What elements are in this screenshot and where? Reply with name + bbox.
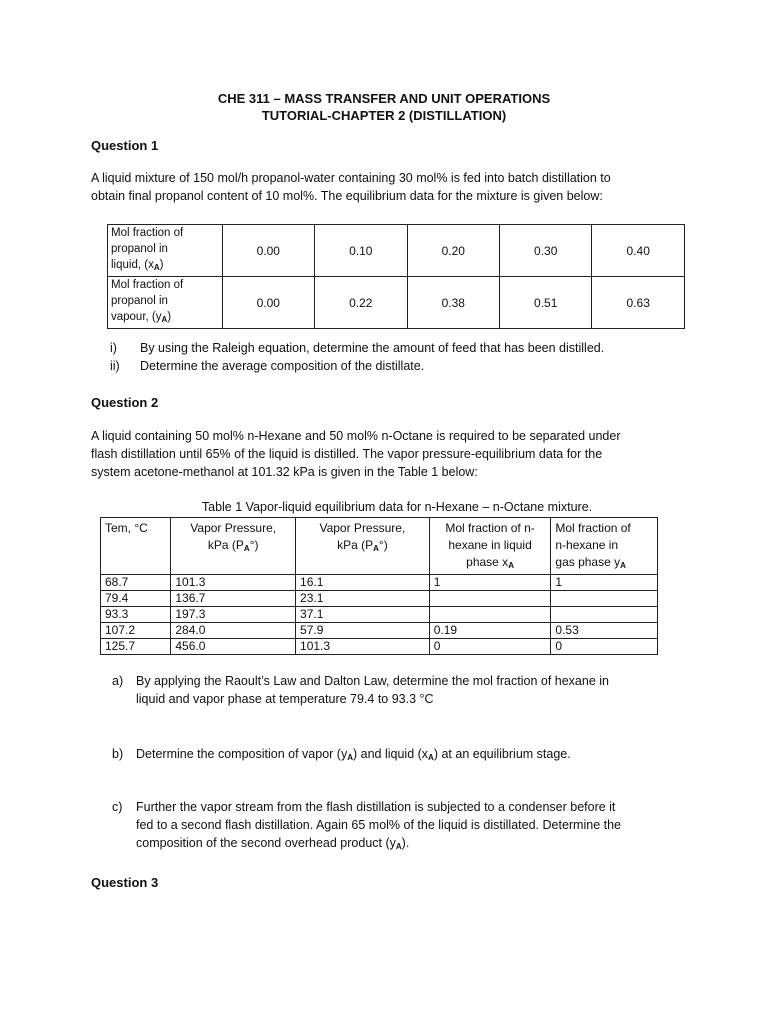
table-cell: 0	[551, 639, 658, 655]
table-caption: Table 1 Vapor-liquid equilibrium data for n-Hexane – n-Octane mixture.	[201, 500, 593, 514]
label-text: propanol in	[111, 243, 168, 255]
table-row	[101, 591, 658, 607]
row-label-vapour	[108, 277, 223, 329]
hexane-octane-vle-table	[100, 517, 658, 655]
table-cell	[551, 607, 658, 623]
header-gas-fraction	[551, 518, 658, 575]
question-2-part-a	[112, 672, 609, 708]
header-text: hexane in liquid	[448, 538, 532, 552]
item-text: Determine the composition of vapor (y	[136, 747, 348, 761]
table-cell: 0.20	[407, 225, 499, 277]
table-cell: 79.4	[101, 591, 171, 607]
table-cell: 125.7	[101, 639, 171, 655]
table-row-vapour	[108, 277, 685, 329]
subscript: A	[428, 753, 434, 762]
header-vapor-pressure-hexane	[171, 518, 296, 575]
label-text: Mol fraction of	[111, 279, 184, 291]
subscript: A	[395, 842, 402, 851]
header-text: Mol fraction of	[555, 521, 631, 535]
subscript: A	[347, 753, 353, 762]
table-cell: 0.19	[429, 623, 551, 639]
table-cell: 0	[429, 639, 551, 655]
item-text: Determine the average composition of the distillate.	[140, 359, 425, 373]
label-text: vapour, (y	[111, 311, 162, 323]
table-cell: 1	[429, 575, 551, 591]
item-text: ) at an equilibrium stage.	[433, 747, 571, 761]
label-text: propanol in	[111, 295, 168, 307]
item-text: liquid and vapor phase at temperature 79.4 to 93.3 °C	[136, 692, 434, 706]
table-cell: 68.7	[101, 575, 171, 591]
table-cell: 197.3	[171, 607, 296, 623]
subscript: A	[153, 263, 160, 272]
header-text: Mol fraction of n-	[445, 521, 535, 535]
header-text: °)	[378, 538, 388, 552]
table-cell: 107.2	[101, 623, 171, 639]
item-number: b)	[112, 747, 124, 761]
propanol-equilibrium-table	[107, 224, 685, 329]
label-text: )	[167, 311, 172, 323]
item-number: i)	[110, 341, 117, 355]
table-cell: 0.00	[222, 277, 314, 329]
list-item	[112, 745, 571, 767]
subscript: A	[161, 315, 168, 324]
table-row	[101, 575, 658, 591]
question-1-heading: Question 1	[91, 138, 159, 153]
header-text: Vapor Pressure,	[190, 521, 277, 535]
row-label-liquid	[108, 225, 223, 277]
label-text: )	[159, 259, 164, 271]
table-cell: 0.22	[315, 277, 407, 329]
table-row-liquid	[108, 225, 685, 277]
item-text: By using the Raleigh equation, determine the amount of feed that has been distilled.	[140, 341, 605, 355]
table-cell: 16.1	[296, 575, 430, 591]
table-cell: 0.00	[222, 225, 314, 277]
q1-line: obtain final propanol content of 10 mol%. The equilibrium data for the mixture is given below:	[91, 189, 603, 203]
subscript: A	[243, 544, 250, 553]
table-cell: 136.7	[171, 591, 296, 607]
list-item	[112, 672, 609, 708]
table-cell: 284.0	[171, 623, 296, 639]
table-cell: 0.63	[592, 277, 685, 329]
header-vapor-pressure-octane	[296, 518, 430, 575]
item-text: ) and liquid (x	[353, 747, 429, 761]
q2-line: A liquid containing 50 mol% n-Hexane and 50 mol% n-Octane is required to be separated under	[91, 429, 621, 443]
table-cell: 93.3	[101, 607, 171, 623]
header-text: kPa (P	[207, 538, 244, 552]
table-cell: 0.51	[499, 277, 591, 329]
table-cell: 0.53	[551, 623, 658, 639]
header-text: kPa (P	[337, 538, 374, 552]
question-2-heading: Question 2	[91, 395, 159, 410]
subscript: A	[373, 544, 379, 553]
question-3-heading: Question 3	[91, 875, 159, 890]
table-cell	[551, 591, 658, 607]
table-cell: 23.1	[296, 591, 430, 607]
table-cell	[429, 591, 551, 607]
subscript: A	[508, 561, 514, 570]
list-item	[110, 339, 604, 357]
table-cell	[429, 607, 551, 623]
header-text: phase x	[466, 555, 509, 569]
question-2-part-c	[112, 798, 621, 856]
label-text: Mol fraction of	[111, 227, 184, 239]
header-text: gas phase y	[555, 555, 621, 569]
table-cell: 57.9	[296, 623, 430, 639]
item-number: c)	[112, 800, 123, 814]
table-cell: 37.1	[296, 607, 430, 623]
header-tem: Tem, °C	[101, 518, 171, 575]
table-cell: 101.3	[296, 639, 430, 655]
table-cell: 0.40	[592, 225, 685, 277]
subscript: A	[620, 561, 626, 570]
item-number: a)	[112, 674, 124, 688]
header-text: °)	[249, 538, 259, 552]
course-title: CHE 311 – MASS TRANSFER AND UNIT OPERATIONS	[217, 91, 551, 106]
item-number: ii)	[110, 359, 120, 373]
table-cell: 1	[551, 575, 658, 591]
table-cell: 101.3	[171, 575, 296, 591]
list-item	[112, 798, 621, 856]
item-text: ).	[401, 836, 410, 850]
item-text: Further the vapor stream from the flash distillation is subjected to a condenser before it	[136, 800, 616, 814]
item-text: By applying the Raoult’s Law and Dalton Law, determine the mol fraction of hexane in	[136, 674, 609, 688]
item-text: fed to a second flash distillation. Again 65 mol% of the liquid is distillated. Determine the	[136, 818, 621, 832]
question-1-items	[110, 339, 604, 375]
question-1-paragraph	[91, 169, 691, 205]
q2-line: system acetone-methanol at 101.32 kPa is given in the Table 1 below:	[91, 465, 478, 479]
question-2-paragraph	[91, 427, 691, 481]
item-text: composition of the second overhead product (y	[136, 836, 396, 850]
table-cell: 0.10	[315, 225, 407, 277]
table-row	[101, 623, 658, 639]
table-cell: 0.38	[407, 277, 499, 329]
header-liquid-fraction	[429, 518, 551, 575]
label-text: liquid, (x	[111, 259, 154, 271]
q1-line: A liquid mixture of 150 mol/h propanol-water containing 30 mol% is fed into batch distillation to	[91, 171, 611, 185]
header-text: n-hexane in	[555, 538, 619, 552]
list-item	[110, 357, 604, 375]
question-2-part-b	[112, 745, 571, 767]
q2-line: flash distillation until 65% of the liquid is distilled. The vapor pressure-equilibrium data for the	[91, 447, 603, 461]
table-cell: 456.0	[171, 639, 296, 655]
table-row	[101, 607, 658, 623]
header-text: Vapor Pressure,	[319, 521, 406, 535]
tutorial-title: TUTORIAL-CHAPTER 2 (DISTILLATION)	[261, 108, 507, 123]
table-row	[101, 639, 658, 655]
table-cell: 0.30	[499, 225, 591, 277]
table-header-row	[101, 518, 658, 575]
